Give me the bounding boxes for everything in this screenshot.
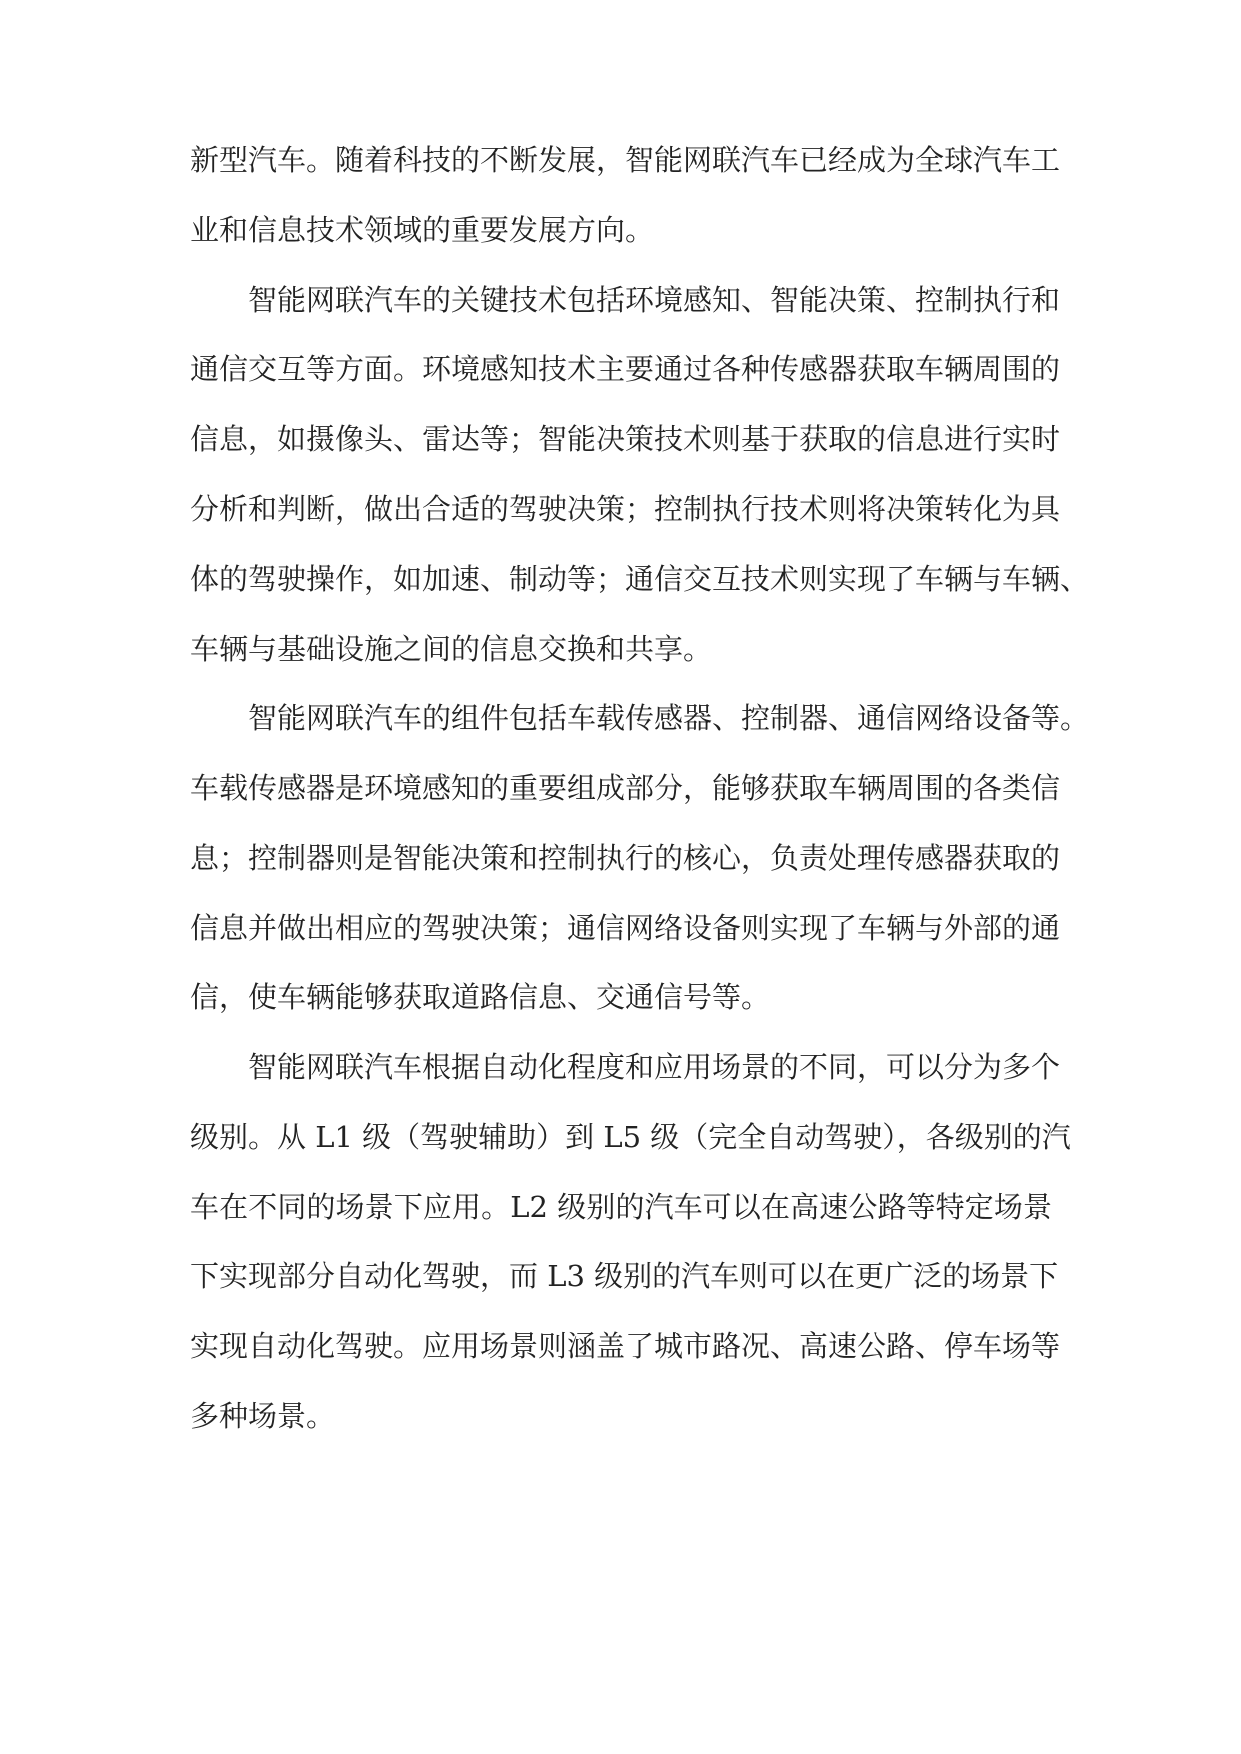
text-line: 通信交互等方面。环境感知技术主要通过各种传感器获取车辆周围的 [190, 352, 1061, 386]
text-line: 信，使车辆能够获取道路信息、交通信号等。 [190, 980, 771, 1014]
text-line: 车辆与基础设施之间的信息交换和共享。 [190, 632, 713, 666]
text-line: 多种场景。 [190, 1399, 336, 1433]
text-line: 信息并做出相应的驾驶决策；通信网络设备则实现了车辆与外部的通 [190, 911, 1061, 945]
text-line: 息；控制器则是智能决策和控制执行的核心，负责处理传感器获取的 [190, 841, 1061, 875]
text-line: 信息，如摄像头、雷达等；智能决策技术则基于获取的信息进行实时 [190, 422, 1061, 456]
text-line: 车载传感器是环境感知的重要组成部分，能够获取车辆周围的各类信 [190, 771, 1061, 805]
text-line: 下实现部分自动化驾驶，而 L3 级别的汽车则可以在更广泛的场景下 [190, 1259, 1059, 1293]
text-line: 体的驾驶操作，如加速、制动等；通信交互技术则实现了车辆与车辆、 [190, 562, 1090, 596]
text-line: 业和信息技术领域的重要发展方向。 [190, 213, 655, 247]
text-line: 智能网联汽车的组件包括车载传感器、控制器、通信网络设备等。 [248, 701, 1090, 735]
text-line: 智能网联汽车的关键技术包括环境感知、智能决策、控制执行和 [248, 283, 1061, 317]
text-line: 级别。从 L1 级（驾驶辅助）到 L5 级（完全自动驾驶），各级别的汽 [190, 1120, 1071, 1154]
text-line: 智能网联汽车根据自动化程度和应用场景的不同，可以分为多个 [248, 1050, 1061, 1084]
text-line: 新型汽车。随着科技的不断发展，智能网联汽车已经成为全球汽车工 [190, 143, 1061, 177]
text-line: 实现自动化驾驶。应用场景则涵盖了城市路况、高速公路、停车场等 [190, 1329, 1061, 1363]
text-line: 分析和判断，做出合适的驾驶决策；控制执行技术则将决策转化为具 [190, 492, 1061, 526]
text-line: 车在不同的场景下应用。L2 级别的汽车可以在高速公路等特定场景 [190, 1190, 1052, 1224]
